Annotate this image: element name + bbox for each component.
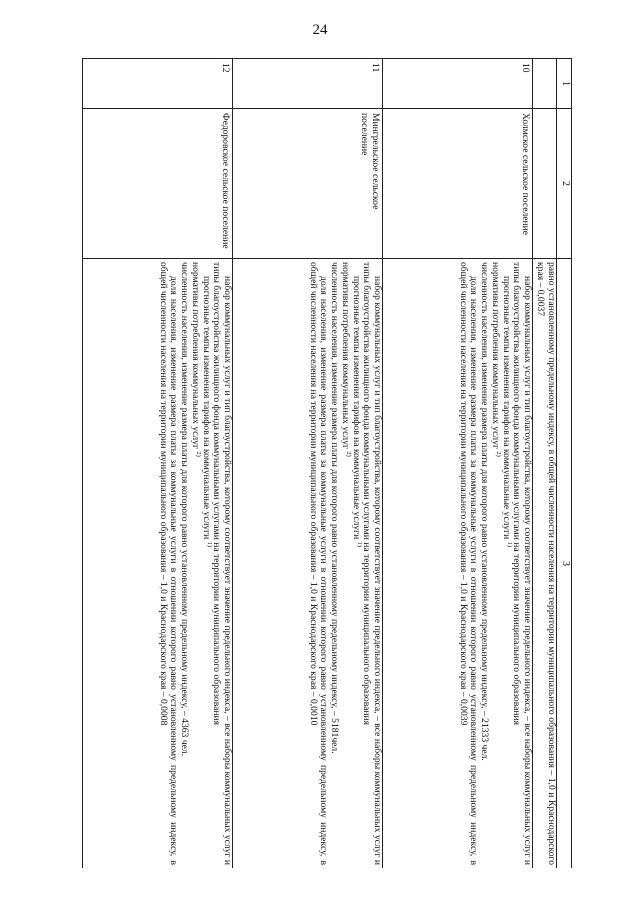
row-number: 10: [383, 59, 533, 109]
population-count-text: численность населения, изменение размера платы для которого равно установленному предельному индексу, – 5181чел.: [329, 262, 341, 754]
settlements-table: [82, 58, 572, 868]
rotated-table-content: [82, 58, 572, 868]
table-row: [233, 59, 383, 869]
footnote-ref: 1): [355, 541, 363, 548]
footnote-ref: 1): [505, 541, 513, 548]
row-description: [83, 259, 233, 869]
header-col-2: 2: [557, 109, 572, 259]
table-row: [383, 59, 533, 869]
consumption-norms-text: нормативы потребления коммунальных услуг $^{2)}$: [339, 262, 352, 457]
table-row-continuation: [533, 59, 557, 869]
population-count-text: численность населения, изменение размера платы для которого равно установленному предельному индексу, – 21333 чел.: [479, 262, 491, 761]
page-number: 24: [312, 22, 328, 38]
row-description: [233, 259, 383, 869]
consumption-norms-text: нормативы потребления коммунальных услуг $^{2)}$: [189, 262, 202, 457]
population-count-text: численность населения, изменение размера платы для которого равно установленному предельному индексу, – 4363 чел.: [179, 262, 191, 756]
row-description: [383, 259, 533, 869]
tariff-forecast-text: прогнозные темпы изменения тарифов на коммунальные услуги $^{1)}$: [200, 276, 213, 548]
table-row: [83, 59, 233, 869]
row-number: 12: [83, 59, 233, 109]
settlement-name: Холмское сельское поселение: [383, 109, 533, 259]
service-set-text: набор коммунальных услуг и тип благоустройства, которому соответствует значение предельного индекса, – все наборы коммунальных услуг и типы благоустройства жилищного фонда коммунальными услугами на территории муниципального образования: [211, 262, 233, 865]
tariff-forecast-text: прогнозные темпы изменения тарифов на коммунальные услуги $^{1)}$: [350, 276, 363, 548]
footnote-ref: 2): [494, 451, 502, 457]
row-number: 11: [233, 59, 383, 109]
continuation-settlement-cell: [533, 109, 557, 259]
rotated-table-wrapper: [82, 58, 572, 868]
footnote-ref: 2): [344, 451, 352, 457]
service-set-text: набор коммунальных услуг и тип благоустройства, которому соответствует значение предельного индекса, – все наборы коммунальных услуг и типы благоустройства жилищного фонда коммунальными услугами на территории муниципального образования: [361, 262, 383, 865]
population-share-text: доля населения, изменение размера платы за коммунальные услуги в отношении которого равно установленному предельному индексу, в общей численности населения на территории муниципального образования – 1,0 и Краснодарского края – 0,0010: [307, 262, 330, 865]
header-col-3: 3: [557, 259, 572, 869]
population-share-text: доля населения, изменение размера платы за коммунальные услуги в отношении которого равно установленному предельному индексу, в общей численности населения на территории муниципального образования – 1,0 и Краснодарского края – 0,0039: [457, 262, 480, 865]
consumption-norms-text: нормативы потребления коммунальных услуг $^{2)}$: [489, 262, 502, 457]
continuation-text: равно установленному предельному индексу, в общей численности населения на территории муниципального образования – 1,0 и Краснодарского края – 0,0037: [533, 259, 557, 869]
header-col-1: 1: [557, 59, 572, 109]
settlement-name: Мингрельское сельское поселение: [233, 109, 383, 259]
footnote-ref: 2): [194, 451, 202, 457]
service-set-text: набор коммунальных услуг и тип благоустройства, которому соответствует значение предельного индекса, – все наборы коммунальных услуг и типы благоустройства жилищного фонда коммунальными услугами на территории муниципального образования: [511, 262, 533, 865]
footnote-ref: 1): [205, 541, 213, 548]
tariff-forecast-text: прогнозные темпы изменения тарифов на коммунальные услуги $^{1)}$: [500, 276, 513, 548]
settlement-name: Федоровское сельское поселение: [83, 109, 233, 259]
population-share-text: доля населения, изменение размера платы за коммунальные услуги в отношении которого равно установленному предельному индексу, в общей численности населения на территории муниципального образования – 1,0 и Краснодарского края – 0,0008: [157, 262, 180, 865]
continuation-num-cell: [533, 59, 557, 109]
table-header-row: [557, 59, 572, 869]
